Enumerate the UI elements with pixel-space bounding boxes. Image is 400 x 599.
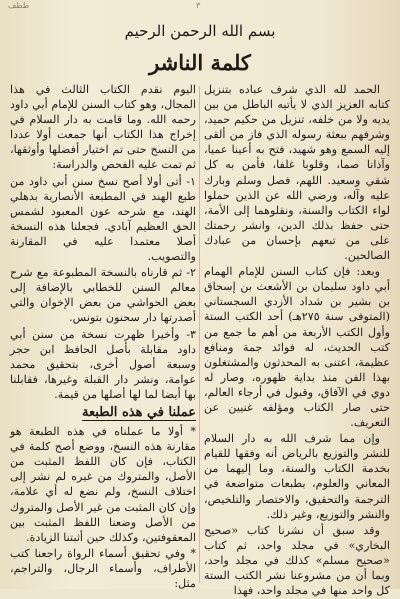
edition-mark: ططف bbox=[8, 1, 30, 10]
paragraph: الحمد لله الذي شرف عباده بتنزيل كتابه العزيز الذي لا يأتيه الباطل من بين يديه ولا من خلفه، تنزيل من حكيم حميد، وشرفهم ببعثة رسوله الذي فاز من ألقى إليه السمع وهو شهيد، فتح به أعينا عميا، وآذانا صما، وقلوبا غلفا، فأمن به كل شقي وسعيد. اللهم، فصل وسلم وبارك عليه وآله، ورضي الله عن الذين حملوا لواء الكتاب والسنة، ونقلوهما إلى الأمة، حتى حفظ بذلك الدين، وانشر رحمتك على من تبعهم بإحسان من عبادك الصالحين. bbox=[204, 83, 390, 263]
paragraph: اليوم نقدم الكتاب الثالث في هذا المجال، وهو كتاب السنن للإمام أبي داود رحمه الله. وما قامت به دار السلام في إخراج هذا الكتاب أنها جمعت أولا عددا من النسخ حتى تم اختيار أفضلها وأوثقها، ثم تمت عليه الفحص والدراسة: bbox=[10, 83, 196, 172]
column-divider bbox=[199, 86, 200, 583]
page-header bbox=[0, 0, 400, 14]
left-column bbox=[10, 82, 196, 592]
right-column bbox=[204, 82, 390, 599]
list-item: * وفي تحقيق أسماء الرواة راجعنا كتب الأطراف، وأسماء الرجال، والتراجم، مثل: bbox=[10, 546, 196, 590]
list-item: ١- أتى أولا أصح نسخ سنن أبي داود من طبع الهند في المطبعة الأنصارية بدهلي الهند، مع شرحه عون المعبود لشمس الحق العظيم آبادي. فجعلنا هذه النسخة أصلا معتمدا عليه في المقارنة والتصويب. bbox=[10, 174, 196, 264]
list-item: * أولا ما عملناه في هذه الطبعة هو مقارنة هذه النسخ، ووضع أصح كلمة في الكتاب، فإن كان اللفظ المثبت من الأصل، والمتروك من غيره لم نشر إلى اختلاف النسخ، ولم نضع له أي علامة، وإن كان المثبت من غير الأصل والمتروك من الأصل وضعنا اللفظ المثبت بين المعقوفتين، وكذلك حين أثبتنا الزيادة. bbox=[10, 425, 196, 544]
paragraph: وبعد: فإن كتاب السنن للإمام الهمام أبي داود سليمان بن الأشعث بن إسحاق بن بشير بن شداد الأزدي السجستاني (المتوفى سنة ٢٧٥هـ) أحد الكتب الستة وأول الكتب الأربعة من أهم ما جمع من كتب الحديث، له فوائد جمة ومنافع عظيمة، اعتنى به المحدثون والمشتغلون بهذا الفن منذ بداية ظهوره، وصار له دوي في الآفاق، وقبول في أرجاء العالم، حتى صار الكتاب ومؤلفه غنيين عن التعريف. bbox=[204, 265, 390, 430]
page-title: كلمة الناشر bbox=[149, 50, 251, 75]
list-item: ٣- وأخيرا ظهرت نسخة من سنن أبي داود مقابلة بأصل الحافظ ابن حجر وسبعة أصول أخرى، بتحقيق محمد عوامة، ونشر دار القبلة وغيرها، فقابلنا بها أيضا لما لها أصلها من قيمة. bbox=[10, 327, 196, 401]
list-item: ٢- ثم قارناه بالنسخة المطبوعة مع شرح معالم السنن للخطابي بالإضافة إلى بعض الحواشي من بعض الإخوان والتي أصدرتها دار سحنون بتونس. bbox=[10, 266, 196, 325]
bismillah: بسم الله الرحمن الرحيم bbox=[124, 22, 276, 40]
page-number: ٣ bbox=[196, 1, 201, 10]
paragraph: وإن مما شرف الله به دار السلام للنشر والتوزيع بالرياض أنه وفقها للقيام بخدمة الكتاب والسنة، وما إليهما من المعاني والعلوم، بطبعات متواضعة في الترجمة والتحقيق، والاختصار والتلخيص، والنشر والتوزيع، وغير ذلك. bbox=[204, 432, 390, 521]
paragraph: وقد سبق أن نشرنا كتاب «صحيح البخاري» في مجلد واحد، ثم كتاب «صحيح مسلم» كذلك في مجلد واحد، وبما أن من مشروعنا نشر الكتب الستة كل واحد منها في مجلد واحد، فهذا bbox=[204, 523, 390, 598]
section-heading: عملنا في هذه الطبعة bbox=[82, 404, 196, 420]
